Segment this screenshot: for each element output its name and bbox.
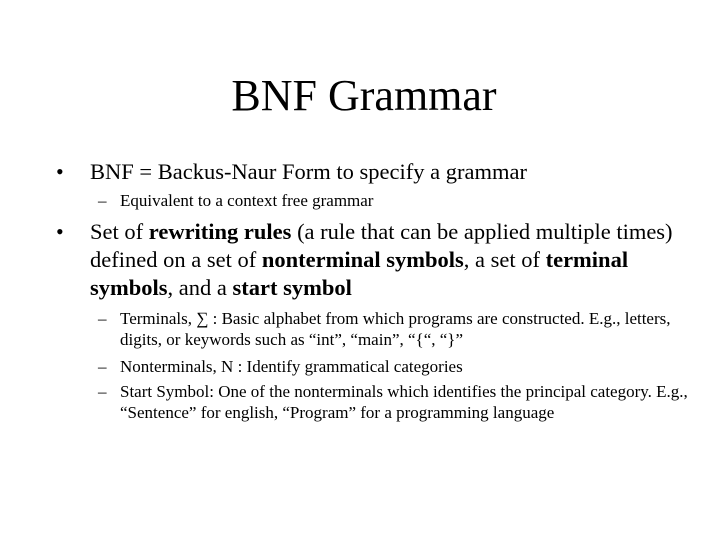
- bullet-dot-icon: •: [56, 219, 64, 244]
- bullet-text: BNF = Backus-Naur Form to specify a grammar: [90, 159, 527, 184]
- sub-bullet-nonterminals: [56, 356, 716, 377]
- sub-bullet-terminals: [56, 308, 716, 350]
- sub-bullet-start-symbol: [56, 381, 716, 423]
- text-run: (a rule that can be applied multiple times) defined on a set of: [90, 219, 673, 272]
- sub-bullet-context-free: [56, 190, 716, 211]
- dash-icon: –: [98, 357, 107, 376]
- sub-bullet-text: Equivalent to a context free grammar: [120, 191, 374, 210]
- bullet-rewriting-rules: [56, 218, 716, 302]
- text-run: , a set of: [463, 247, 546, 272]
- slide-title: BNF Grammar: [231, 71, 497, 120]
- term-terminal-symbols: terminal symbols: [90, 247, 629, 300]
- dash-icon: –: [98, 191, 107, 210]
- term-nonterminal-symbols: nonterminal symbols: [261, 247, 464, 272]
- slide-content: [56, 158, 716, 423]
- dash-icon: –: [98, 309, 107, 328]
- text-run: , and a: [167, 275, 233, 300]
- sub-bullet-text: Start Symbol: One of the nonterminals which identifies the principal category. E.g., “Sentence” for english, “Program” for a programming language: [120, 382, 688, 422]
- term-start-symbol: start symbol: [232, 275, 352, 300]
- bullet-bnf-definition: [56, 158, 716, 186]
- sub-bullet-text: Terminals, ∑ : Basic alphabet from which programs are constructed. E.g., letters, digits, or keywords such as “int”, “main”, “{“, “}”: [120, 309, 671, 349]
- sub-bullet-text: Nonterminals, N : Identify grammatical categories: [120, 357, 463, 376]
- text-run: Set of: [90, 219, 149, 244]
- bullet-dot-icon: •: [56, 159, 64, 184]
- term-rewriting-rules: rewriting rules: [148, 219, 292, 244]
- dash-icon: –: [98, 382, 107, 401]
